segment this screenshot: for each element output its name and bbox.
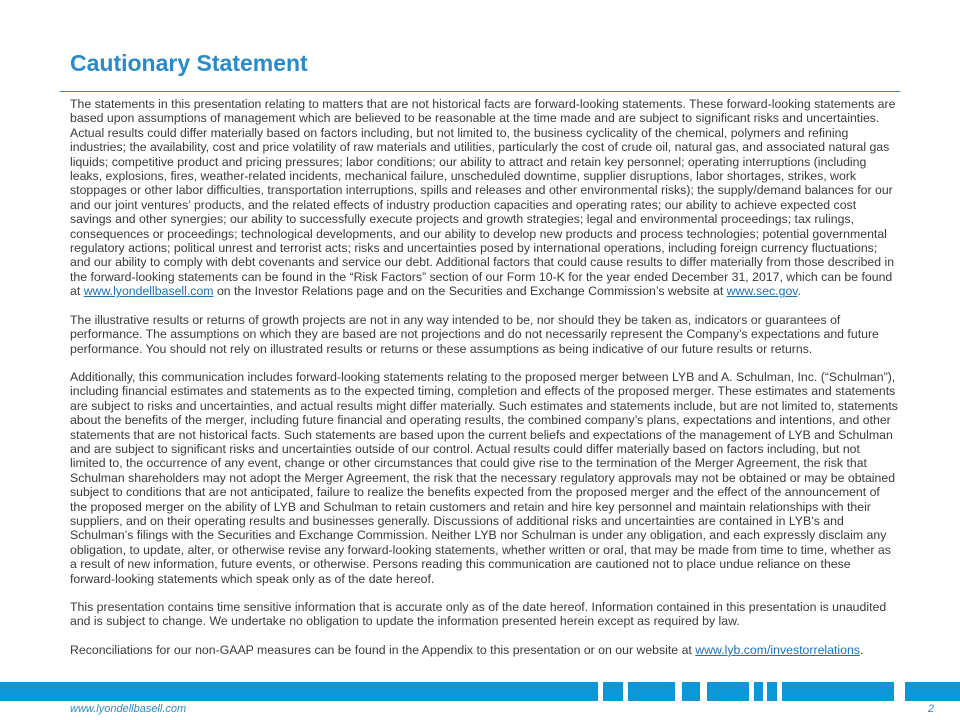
band-segment	[682, 682, 700, 701]
band-segment	[603, 682, 623, 701]
sec-gov-link[interactable]: www.sec.gov	[726, 284, 798, 299]
band-segment	[628, 682, 675, 701]
paragraph-time-sensitive: This presentation contains time sensitive information that is accurate only as of the date hereof. Information contained in this presentation is unaudited and is subject to change. We undertake no obligation to update the information presented herein except as required by law.	[70, 600, 887, 629]
page-title: Cautionary Statement	[70, 50, 308, 76]
lyondellbasell-link[interactable]: www.lyondellbasell.com	[83, 284, 214, 299]
title-divider	[60, 91, 900, 92]
paragraph-text: .	[859, 642, 864, 657]
footer-color-band	[0, 682, 960, 701]
page-number: 2	[927, 703, 934, 715]
paragraph-text: .	[797, 284, 801, 299]
investor-relations-link[interactable]: www.lyb.com/investorrelations	[695, 642, 860, 657]
cautionary-statement-body	[70, 97, 898, 671]
paragraph-forward-looking	[70, 97, 898, 299]
band-segment	[782, 682, 894, 701]
paragraph-non-gaap	[70, 643, 898, 657]
paragraph-text: on the Investor Relations page and on the Securities and Exchange Commission’s website at	[213, 284, 727, 299]
band-segment	[754, 682, 763, 701]
paragraph-text: Reconciliations for our non-GAAP measures can be found in the Appendix to this presentation or on our website at	[70, 642, 696, 657]
paragraph-illustrative-results: The illustrative results or returns of growth projects are not in any way intended to be, nor should they be taken as, indicators or guarantees of performance. The assumptions on which they are based are not projections and do not necessarily represent the Company’s expectations and future performance. You should not rely on illustrated results or returns or these assumptions as being indicative of our future results or returns.	[70, 312, 879, 356]
footer-website[interactable]: www.lyondellbasell.com	[70, 703, 187, 715]
band-segment	[905, 682, 960, 701]
band-segment	[0, 682, 598, 701]
band-segment	[767, 682, 777, 701]
paragraph-merger: Additionally, this communication includes forward-looking statements relating to the proposed merger between LYB and A. Schulman, Inc. (“Schulman”), including financial estimates and statements as to the expected timing, completion and effects of the proposed merger. These estimates and statements are subject to risks and uncertainties, and actual results might differ materially. Such estimates and statements include, but are not limited to, statements about the benefits of the merger, including future financial and operating results, the combined company’s plans, expectations and intentions, and other statements that are not historical facts. Such statements are based upon the current beliefs and expectations of the management of LYB and Schulman and are subject to significant risks and uncertainties outside of our control. Actual results could differ materially based on factors including, but not limited to, the occurrence of any event, change or other circumstances that could give rise to the termination of the Merger Agreement, the risk that Schulman shareholders may not adopt the Merger Agreement, the risk that the necessary regulatory approvals may not be obtained or may be obtained subject to conditions that are not anticipated, failure to realize the benefits expected from the proposed merger and the effect of the announcement of the proposed merger on the ability of LYB and Schulman to retain customers and retain and hire key personnel and maintain relationships with their suppliers, and on their operating results and businesses generally. Discussions of additional risks and uncertainties are contained in LYB’s and Schulman’s filings with the Securities and Exchange Commission. Neither LYB nor Schulman is under any obligation, and each expressly disclaim any obligation, to update, alter, or otherwise revise any forward-looking statements, whether written or oral, that may be made from time to time, whether as a result of new information, future events, or otherwise. Persons reading this communication are cautioned not to place undue reliance on these forward-looking statements which speak only as of the date hereof.	[70, 369, 898, 586]
band-segment	[707, 682, 749, 701]
paragraph-text: The statements in this presentation relating to matters that are not historical facts are forward-looking statements. These forward-looking statements are based upon assumptions of management which are believed to be reasonable at the time made and are subject to significant risks and uncertainties. Actual results could differ materially based on factors including, but not limited to, the business cyclicality of the chemical, polymers and refining industries; the availability, cost and price volatility of raw materials and utilities, particularly the cost of crude oil, natural gas, and associated natural gas liquids; competitive product and pricing pressures; labor conditions; our ability to attract and retain key personnel; operating interruptions (including leaks, explosions, fires, weather-related incidents, mechanical failure, unscheduled downtime, supplier disruptions, labor shortages, strikes, work stoppages or other labor difficulties, transportation interruptions, spills and releases and other environmental risks); the supply/demand balances for our and our joint ventures’ products, and the related effects of industry production capacities and operating rates; our ability to achieve expected cost savings and other synergies; our ability to successfully execute projects and growth strategies; legal and environmental proceedings; tax rulings, consequences or proceedings; technological developments, and our ability to develop new products and process technologies; potential governmental regulatory actions; political unrest and terrorist acts; risks and uncertainties posed by international operations, including foreign currency fluctuations; and our ability to comply with debt covenants and service our debt. Additional factors that could cause results to differ materially from those described in the forward-looking statements can be found in the “Risk Factors” section of our Form 10-K for the year ended December 31, 2017, which can be found at	[70, 97, 896, 299]
